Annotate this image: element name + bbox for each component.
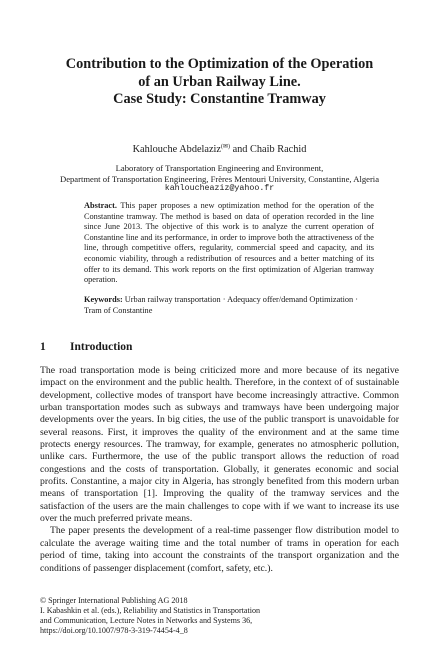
abstract-text: This paper proposes a new optimization method for the operation of the Constantine tramway. The method is based on data of operation recorded in the line since June 2013. The objective of this work is to analyze the current operation of Constantine line and its performance, in order to improve both the attractiveness of the line, through competitive offers, regularity, commercial speed and capacity, and its economic viability, through a redistribution of resources and a better matching of its offer to its demand. This work reports on the first optimization of Algerian tramway operation.: [84, 201, 374, 285]
affiliation-line: Laboratory of Transportation Engineering and Environment,: [115, 163, 324, 173]
footnote-line: and Communication, Lecture Notes in Networks and Systems 36,: [40, 616, 253, 626]
paragraph: The paper presents the development of a real-time passenger flow distribution model to calculate the average waiting time and the total number of trams in operation for each period of time, taking into account the constraints of the transport organization and the conditions of passenger displacement (comfort, safety, etc.).: [40, 525, 399, 574]
author-name: Chaib Rachid: [250, 144, 307, 155]
title-line: Case Study: Constantine Tramway: [113, 91, 326, 107]
author-email[interactable]: kahloucheaziz@yahoo.fr: [164, 184, 275, 194]
footnote-line: I. Kabashkin et al. (eds.), Reliability and Statistics in Transportation: [40, 606, 261, 616]
keywords-label: Keywords:: [84, 295, 123, 304]
paper-title: [40, 56, 399, 109]
keywords: [84, 295, 374, 316]
title-line: Contribution to the Optimization of the Operation: [65, 56, 374, 72]
abstract-label: Abstract.: [84, 201, 117, 210]
affiliation: [20, 163, 419, 195]
section-body: [40, 365, 399, 575]
section-number: 1: [40, 341, 46, 353]
copyright-footnote: [40, 596, 399, 636]
affiliation-line: Department of Transportation Engineering, Frères Mentouri University, Constantine, Algeria: [59, 173, 380, 184]
paragraph: The road transportation mode is being criticized more and more because of its negative impact on the environment and the public health. Therefore, in the context of of sustainable development, collective modes of transport have become increasingly attractive. Common urban transportation modes such as subways and tramways have been undergoing major developments over the years. In big cities, the use of the public transport is unavoidable for several reasons. First, it improves the quality of the environment and at the same time protects energy resources. The tramway, for example, generates no atmospheric pollution, unlike cars. Furthermore, the use of the public transport allows the reduction of road congestions and the costs of transportation. Globally, it generates economic and social profits. Constantine, a major city in Algeria, has strongly benefited from this modern urban means of transportation [1]. Improving the quality of the tramway services and the satisfaction of the users are the main challenges to cope with if we want to increase its use over the much preferred private means.: [40, 365, 399, 525]
section-title: Introduction: [70, 341, 133, 353]
author-list: [40, 141, 399, 156]
corresponding-author-mark: (✉): [220, 144, 230, 150]
author-conjunction: and: [232, 144, 248, 155]
keywords-text: Urban railway transportation · Adequacy offer/demand Optimization · Tram of Constantine: [84, 295, 359, 315]
footnote-line: © Springer International Publishing AG 2018: [40, 596, 188, 605]
author-name: Kahlouche Abdelaziz: [132, 144, 221, 155]
section-heading: [40, 340, 399, 354]
abstract: [84, 201, 374, 286]
title-line: of an Urban Railway Line.: [138, 73, 301, 90]
doi-link[interactable]: https://doi.org/10.1007/978-3-319-74454-4_8: [40, 626, 188, 636]
